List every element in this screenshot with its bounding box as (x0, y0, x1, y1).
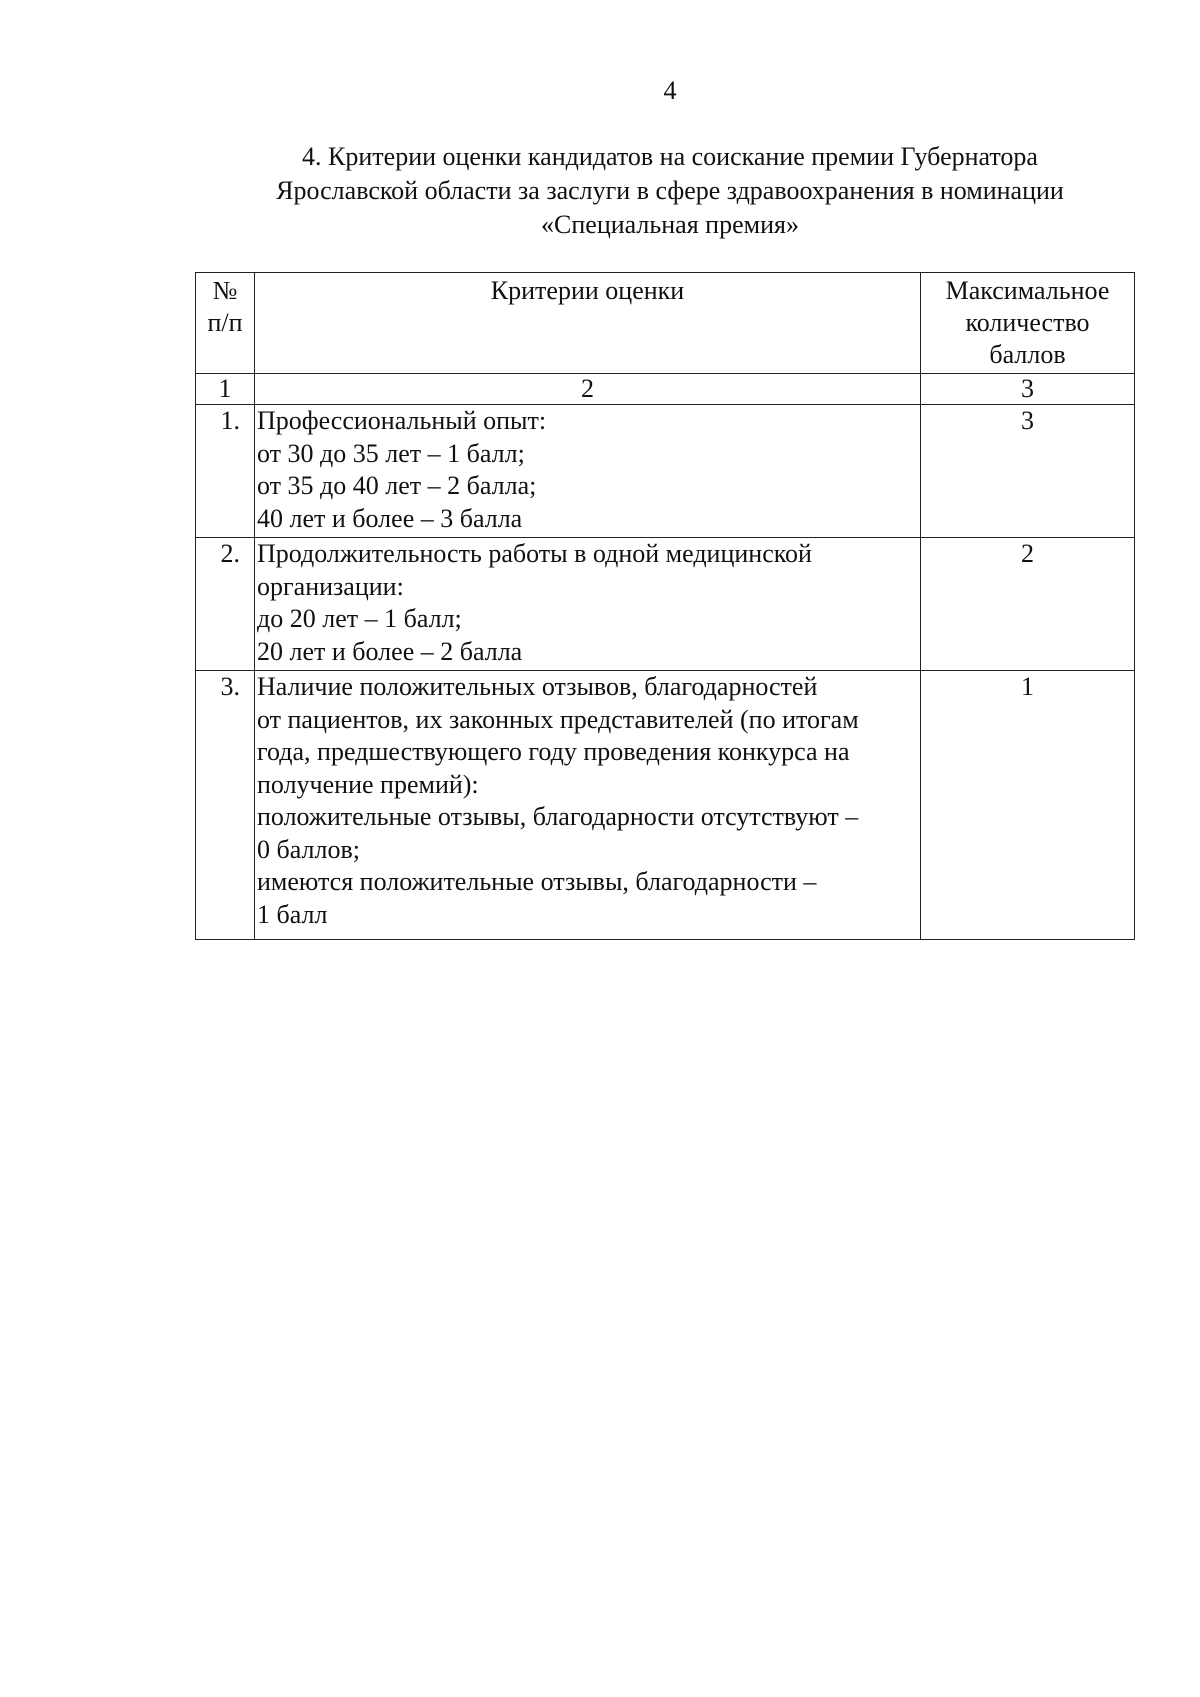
row-number: 2. (196, 538, 255, 671)
max-score: 2 (921, 538, 1135, 671)
section-heading (200, 140, 1140, 242)
criteria-line: организации: (257, 571, 404, 601)
header-criteria-label: Критерии оценки (490, 276, 685, 305)
criteria-line: 1 балл (257, 899, 328, 929)
criteria-cell (255, 405, 921, 538)
criteria-table (195, 272, 1135, 940)
header-max-line: Максимальное (945, 276, 1110, 305)
criteria-line: 40 лет и более – 3 балла (257, 503, 523, 533)
criteria-cell (255, 671, 921, 940)
heading-line: Ярославской области за заслуги в сфере здравоохранения в номинации (276, 176, 1064, 205)
page-number: 4 (663, 76, 677, 105)
column-index-row (196, 374, 1135, 405)
header-number-line: № (212, 276, 238, 305)
header-max-line: баллов (989, 340, 1066, 369)
max-score: 1 (921, 671, 1135, 940)
row-number: 3. (196, 671, 255, 940)
header-max-line: количество (965, 308, 1090, 337)
criteria-line: имеются положительные отзывы, благодарности – (257, 867, 817, 896)
column-index-cell: 3 (921, 374, 1135, 405)
criteria-line: получение премий): (257, 769, 479, 799)
table-row (196, 405, 1135, 538)
criteria-line: положительные отзывы, благодарности отсутствуют – (257, 802, 859, 831)
table-row (196, 671, 1135, 940)
header-max-cell (921, 273, 1135, 374)
criteria-line: 20 лет и более – 2 балла (257, 636, 523, 666)
criteria-line: Продолжительность работы в одной медицинской (257, 539, 812, 568)
criteria-line: от 35 до 40 лет – 2 балла; (257, 471, 537, 500)
column-index-cell: 2 (255, 374, 921, 405)
header-criteria-cell (255, 273, 921, 374)
criteria-cell (255, 538, 921, 671)
criteria-line: Профессиональный опыт: (257, 406, 547, 435)
header-number-cell (196, 273, 255, 374)
criteria-line: Наличие положительных отзывов, благодарностей (257, 672, 818, 701)
row-number: 1. (196, 405, 255, 538)
heading-line: «Специальная премия» (541, 210, 799, 239)
criteria-line: 0 баллов; (257, 834, 360, 864)
criteria-line: до 20 лет – 1 балл; (257, 604, 462, 633)
criteria-line: от пациентов, их законных представителей (по итогам (257, 704, 859, 734)
criteria-line: года, предшествующего году проведения конкурса на (257, 737, 850, 766)
table-header-row (196, 273, 1135, 374)
column-index-cell: 1 (196, 374, 255, 405)
table-row (196, 538, 1135, 671)
header-number-line: п/п (207, 308, 243, 337)
criteria-line: от 30 до 35 лет – 1 балл; (257, 438, 525, 468)
max-score: 3 (921, 405, 1135, 538)
heading-line: 4. Критерии оценки кандидатов на соискание премии Губернатора (302, 142, 1038, 171)
